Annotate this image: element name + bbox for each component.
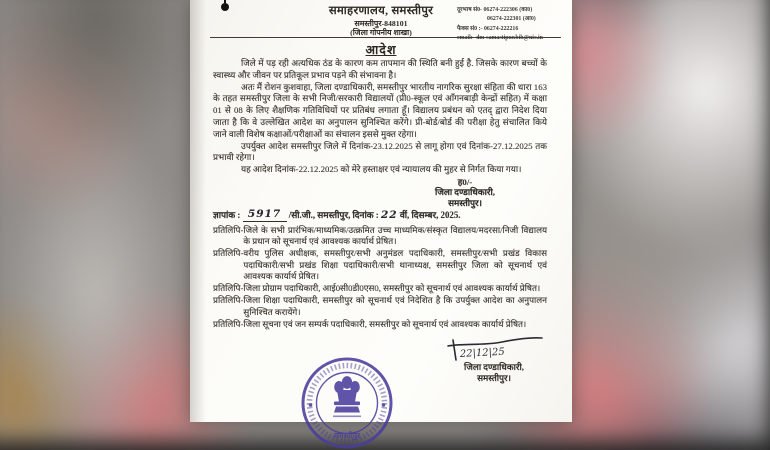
memo-number-line [213, 207, 547, 223]
signatory-designation: जिला दण्डाधिकारी, [435, 187, 495, 198]
seal-place-text: समस्तीपुर [333, 431, 361, 440]
copy-item [213, 319, 547, 330]
paragraph-3: उपर्युक्त आदेश समस्तीपुर जिले में दिनांक-23.12.2025 से लागू होगा एवं दिनांक-27.12.2025 तक प्रभावी रहेगा। [213, 140, 547, 163]
copy-item [213, 283, 547, 294]
paragraph-1: जिले में पड़ रही अत्यधिक ठंड के कारण कम तापमान की स्थिति बनी हुई है. जिसके कारण बच्चों के स्वास्थ्य और जीवन पर प्रतिकूल प्रभाव पड़ने की संभावना है। [213, 58, 547, 80]
order-document [190, 0, 572, 440]
handwritten-signature [442, 336, 546, 364]
office-address: समस्तीपुर-848101 [354, 18, 408, 28]
copy-label: प्रतिलिपि- [213, 248, 244, 259]
signature-date: 22|12|25 [459, 346, 506, 360]
copy-text: वरीय पुलिस अधीक्षक, समस्तीपुर/सभी अनुमंडल पदाधिकारी, समस्तीपुर/सभी प्रखंड विकास पदाधिकारी/सभी प्रखंड शिक्षा पदाधिकारी/सभी थानाध्यक्ष, समस्तीपुर जिला को सूचनार्थ एवं आवश्यक कार्यार्थ प्रेषित। [243, 248, 547, 281]
order-body [213, 58, 547, 331]
copy-text: जिला प्रोग्राम पदाधिकारी, आई0सी0डी0एस0, समस्तीपुर को सूचनार्थ एवं आवश्यक कार्यार्थ प्रेषित। [243, 283, 541, 294]
email-line: email:- dm-samastipur.bih@nic.in [457, 35, 543, 42]
contact-block [457, 6, 559, 44]
paragraph-4: यह आदेश दिनांक-22.12.2025 को मेरे हस्ताक्षर एवं न्यायालय की मुहर से निर्गत किया गया। [241, 164, 522, 175]
phone-line-2: 06274-222301 (आ0) [487, 16, 536, 23]
copy-text: जिला शिक्षा पदाधिकारी, समस्तीपुर को सूचनार्थ एवं निदेशित है कि उपर्युक्त आदेश का अनुपालन सुनिश्चित करायेंगे। [243, 295, 547, 317]
copy-label: प्रतिलिपि- [213, 319, 244, 330]
paragraph-2: अतः मैं रोशन कुशवाहा, जिला दण्डाधिकारी, समस्तीपुर भारतीय नागरिक सुरक्षा संहिता की धारा 163 के तहत समस्तीपुर जिला के सभी निजी/सरकारी विद्यालयों (प्री0-स्कूल एवं आँगनबाड़ी केन्द्रों सहित) में कक्षा 01 से 08 के लिए शैक्षणिक गतिविधियों पर प्रतिबंध लगाता हूँ। विद्यालय प्रबंधन को एतद् द्वारा निदेश दिया जाता है कि वे उल्लेखित आदेश का अनुपालन सुनिश्चित करेंगे। प्री-बोर्ड/बोर्ड की परीक्षा हेतु संचालित किये जाने वाली विशेष कक्षाओं/परीक्षाओं का संचालन इससे मुक्त रहेगा। [213, 81, 547, 139]
phone-line-1: दूरभाष सं0- 06274-222306 (का0) [457, 7, 533, 13]
copy-label: प्रतिलिपि- [213, 283, 244, 294]
memo-label: ज्ञापांक : [213, 209, 241, 220]
memo-middle: /सी.जी., समस्तीपुर, दिनांक : [288, 209, 379, 220]
office-branch: (जिला गोपनीय शाखा) [350, 28, 412, 38]
copy-text: जिला सूचना एवं जन सम्पर्क पदाधिकारी, समस्तीपुर को सूचनार्थ एवं आवश्यक कार्यार्थ प्रेषित। [243, 319, 527, 330]
copy-label: प्रतिलिपि- [213, 224, 244, 235]
memo-tail: वीं, दिसम्बर, 2025. [399, 209, 461, 220]
fax-line: फैक्स सं0 :- 06274-222216 [457, 25, 519, 32]
signature-block-bottom [430, 336, 558, 384]
official-round-seal [300, 356, 394, 450]
header-divider [210, 37, 561, 38]
office-name: समाहरणालय, समस्तीपुर [328, 5, 434, 17]
copy-item [213, 295, 547, 318]
signature-block-top [403, 177, 527, 208]
signed-mark: ह0/- [457, 176, 473, 187]
copy-item [213, 225, 547, 248]
bottom-designation: जिला दण्डाधिकारी, [464, 362, 524, 372]
memo-number-handwritten: 5917 [243, 209, 287, 222]
memo-day-handwritten: 22 [380, 208, 398, 221]
order-title: आदेश [365, 43, 397, 57]
signatory-place: समस्तीपुर। [448, 197, 482, 208]
punch-hole-dot [221, 3, 229, 11]
copy-label: प्रतिलिपि- [213, 295, 244, 306]
copy-item [213, 248, 547, 282]
copy-list [213, 225, 547, 331]
bottom-place: समस्तीपुर। [477, 373, 511, 383]
copy-text: जिले के सभी प्रारंभिक/माध्यमिक/उत्क्रमित उच्च माध्यमिक/संस्कृत विद्यालय/मदरसा/निजी विद्यालय के प्रधान को सूचनार्थ एवं आवश्यक कार्यार्थ प्रेषित। [243, 224, 547, 246]
